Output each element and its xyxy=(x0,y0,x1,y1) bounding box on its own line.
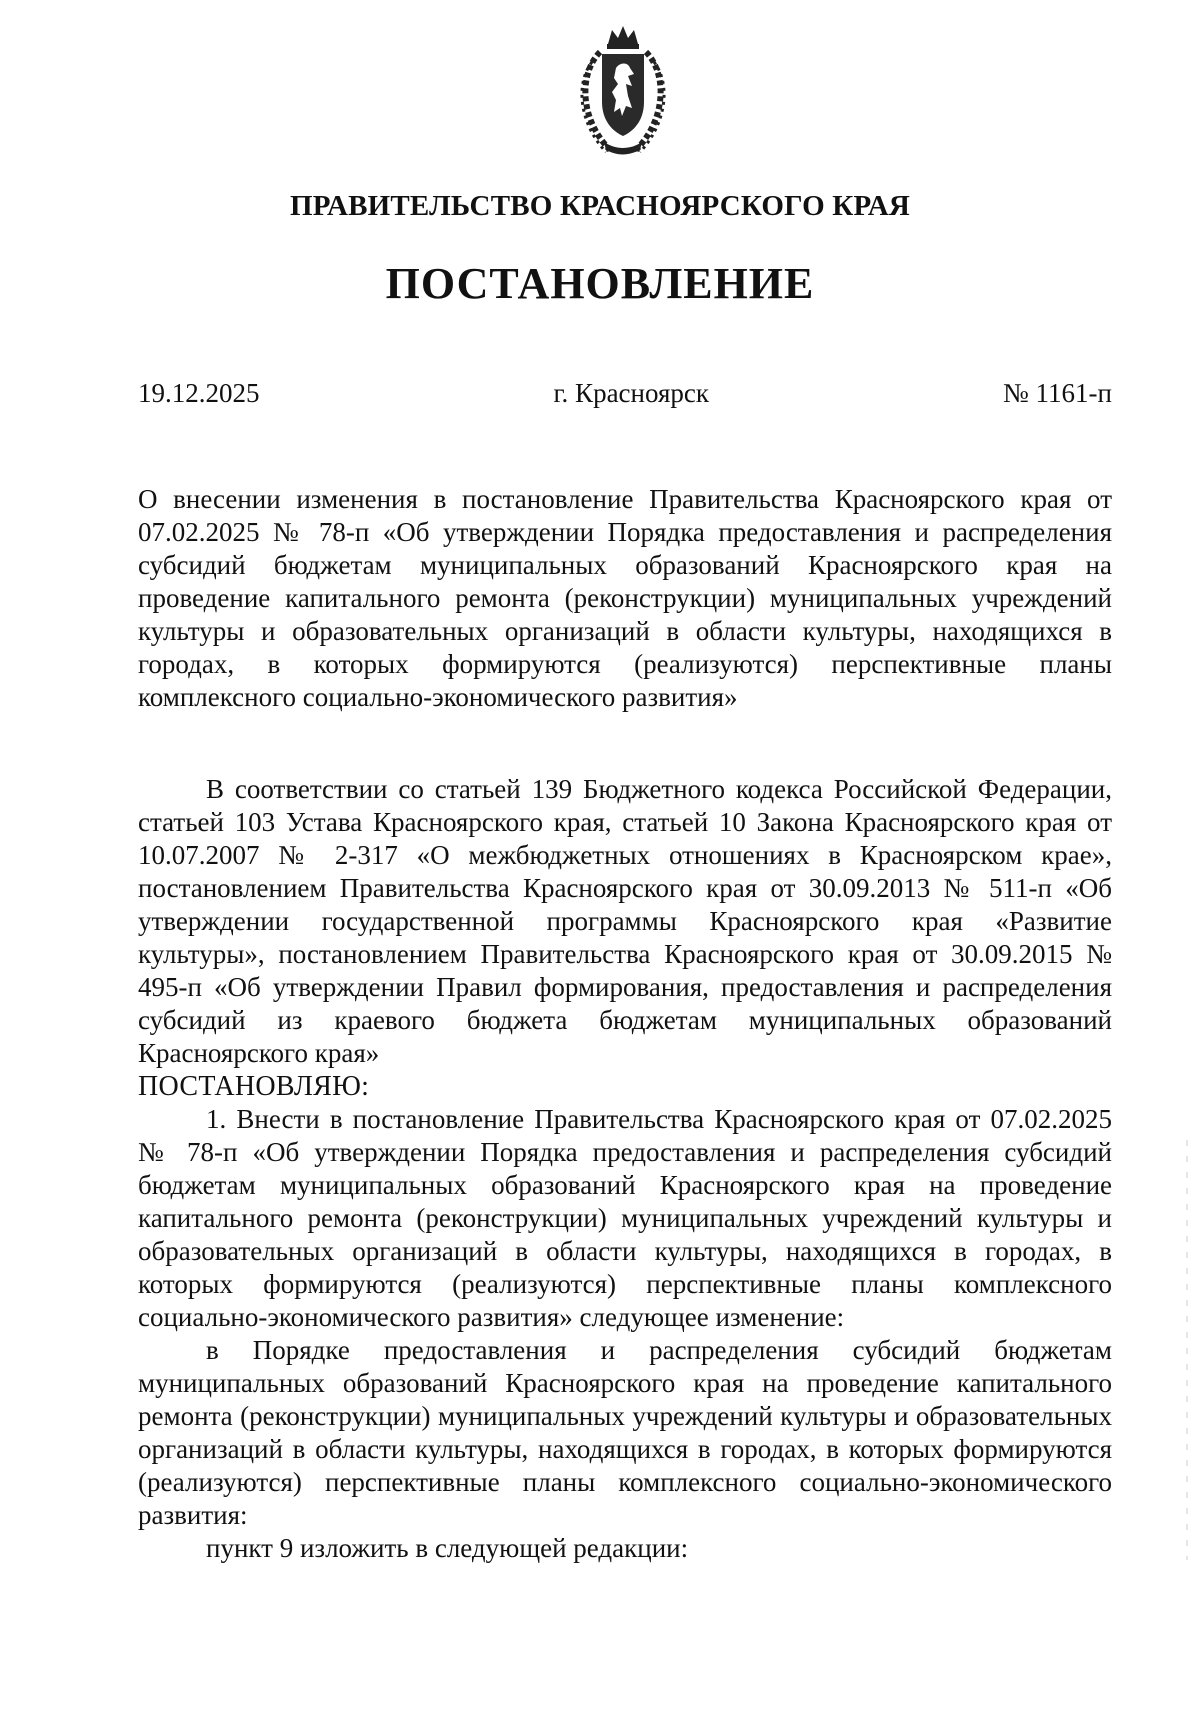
subject-text: О внесении изменения в постановление Правительства Красноярского края от 07.02.2025 № 78-п «Об утверждении Порядка предоставления и распределения субсидий бюджетам муниципальных образований Красноярского края на проведение капитального ремонта (реконструкции) муниципальных учреждений культуры и образовательных организаций в области культуры, находящихся в городах, в которых формируются (реализуются) перспективные планы комплексного социально-экономического развития» xyxy=(138,484,1112,712)
document-type-title: ПОСТАНОВЛЕНИЕ xyxy=(385,259,815,308)
item-1-paragraph: 1. Внести в постановление Правительства Красноярского края от 07.02.2025 № 78-п «Об утверждении Порядка предоставления и распределения субсидий бюджетам муниципальных образований Красноярского края на проведение капитального ремонта (реконструкции) муниципальных учреждений культуры и образовательных организаций в области культуры, находящихся в городах, в которых формируются (реализуются) перспективные планы комплексного социально-экономического развития» следующее изменение: xyxy=(138,1104,1112,1332)
document-date: 19.12.2025 xyxy=(138,378,260,408)
document-city: г. Красноярск xyxy=(553,378,709,408)
preamble-paragraph: В соответствии со статьей 139 Бюджетного кодекса Российской Федерации, статьей 103 Устава Красноярского края, статьей 10 Закона Красноярского края от 10.07.2007 № 2-317 «О межбюджетных отношениях в Красноярском крае», постановлением Правительства Красноярского края от 30.09.2013 № 511-п «Об утверждении государственной программы Красноярского края «Развитие культуры», постановлением Правительства Красноярского края от 30.09.2015 № 495-п «Об утверждении Правил формирования, предоставления и распределения субсидий из краевого бюджета бюджетам муниципальных образований Красноярского края» xyxy=(138,774,1112,1068)
item-1-point-paragraph: пункт 9 изложить в следующей редакции: xyxy=(206,1533,689,1563)
document-number: № 1161-п xyxy=(1003,378,1112,408)
document-body xyxy=(138,773,1112,1565)
scan-edge-marks xyxy=(1186,1140,1188,1560)
coat-of-arms-icon xyxy=(570,22,676,162)
document-meta-row xyxy=(138,378,1112,409)
government-title: ПРАВИТЕЛЬСТВО КРАСНОЯРСКОГО КРАЯ xyxy=(289,190,911,222)
document-subject xyxy=(138,483,1112,714)
resolve-statement: ПОСТАНОВЛЯЮ: xyxy=(138,1071,370,1102)
item-1-detail-paragraph: в Порядке предоставления и распределения субсидий бюджетам муниципальных образований Красноярского края на проведение капитального ремонта (реконструкции) муниципальных учреждений культуры и образовательных организаций в области культуры, находящихся в городах, в которых формируются (реализуются) перспективные планы комплексного социально-экономического развития: xyxy=(138,1335,1112,1530)
